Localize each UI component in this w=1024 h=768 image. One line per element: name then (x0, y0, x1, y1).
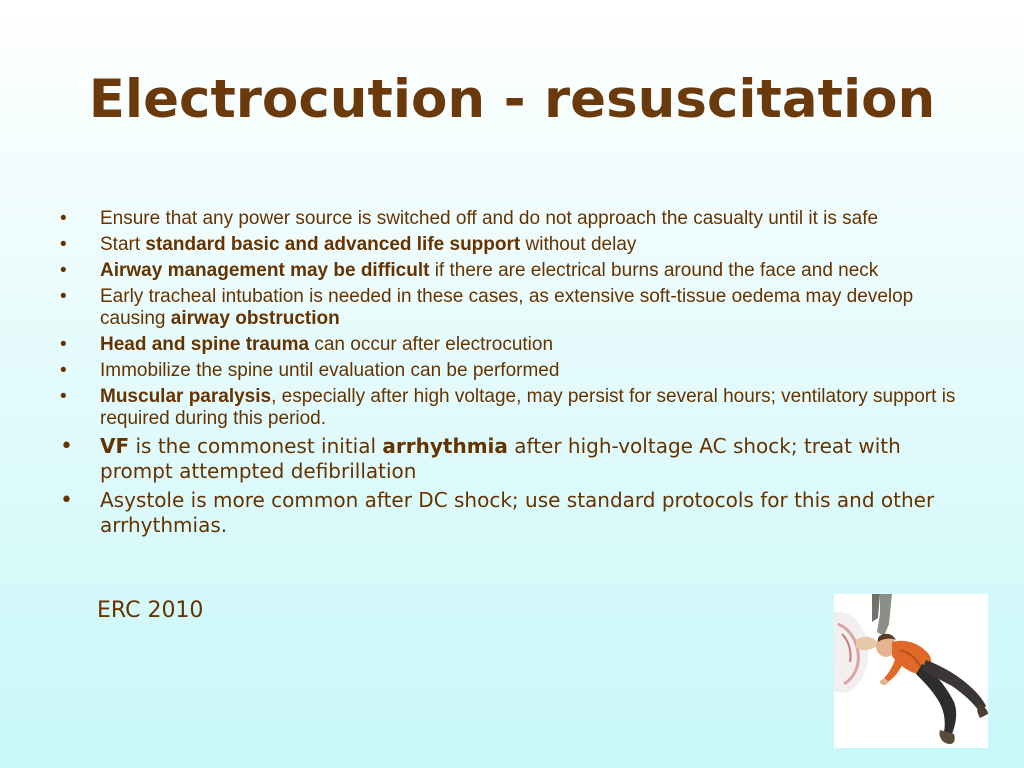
bullet-item (57, 286, 962, 330)
slide-title: Electrocution - resuscitation (88, 69, 936, 130)
electrocuted-person-icon (834, 594, 988, 748)
bullet-text-run: Ensure that any power source is switched off and do not approach the casualty until it is safe (100, 208, 879, 229)
bullet-emphasis: arrhythmia (382, 434, 508, 458)
bullet-list (57, 208, 962, 542)
bullet-icon: • (60, 488, 73, 513)
bullet-text-run: Start (100, 234, 146, 255)
bullet-text (100, 334, 553, 355)
bullet-icon: • (60, 234, 67, 255)
bullet-text (100, 360, 559, 381)
bullet-emphasis: Muscular paralysis (100, 386, 272, 407)
bullet-item (57, 234, 962, 256)
bullet-text-run: , especially after high voltage, may persist for several hours; ventilatory support is required during this period. (100, 386, 956, 429)
bullet-text (100, 260, 878, 281)
bullet-emphasis: Airway management may be difficult (100, 260, 430, 281)
bullet-text-run: without delay (520, 234, 637, 255)
bullet-emphasis: airway obstruction (170, 308, 340, 329)
bullet-item (57, 360, 962, 382)
bullet-text-run: Asystole is more common after DC shock; use standard protocols for this and other arrhythmias. (100, 488, 935, 537)
bullet-icon: • (60, 286, 67, 307)
bullet-icon: • (60, 334, 67, 355)
bullet-icon: • (60, 386, 67, 407)
bullet-text-run: if there are electrical burns around the face and neck (429, 260, 879, 281)
bullet-item (57, 334, 962, 356)
bullet-icon: • (60, 360, 67, 381)
bullet-text (100, 286, 913, 329)
bullet-text (100, 488, 934, 537)
bullet-text (100, 386, 955, 429)
bullet-text-run: Immobilize the spine until evaluation can be performed (100, 360, 560, 381)
bullet-emphasis: Head and spine trauma (100, 334, 310, 355)
bullet-item (57, 434, 962, 484)
bullet-item (57, 488, 962, 538)
bullet-emphasis: standard basic and advanced life support (145, 234, 521, 255)
bullet-text-run: is the commonest initial (129, 434, 383, 458)
reference-citation: ERC 2010 (97, 598, 204, 623)
bullet-item (57, 208, 962, 230)
bullet-item (57, 260, 962, 282)
bullet-text (100, 208, 878, 229)
bullet-icon: • (60, 260, 67, 281)
bullet-text-run: after high-voltage AC shock; treat with prompt attempted defibrillation (100, 434, 901, 483)
bullet-icon: • (60, 434, 73, 459)
bullet-text-run: can occur after electrocution (309, 334, 554, 355)
bullet-text (100, 234, 636, 255)
bullet-item (57, 386, 962, 430)
bullet-icon: • (60, 208, 67, 229)
bullet-emphasis: VF (100, 434, 130, 458)
bullet-text-run: Early tracheal intubation is needed in these cases, as extensive soft-tissue oedema may develop causing (100, 286, 914, 329)
bullet-text (100, 434, 901, 483)
electrocuted-person-illustration (834, 594, 988, 748)
